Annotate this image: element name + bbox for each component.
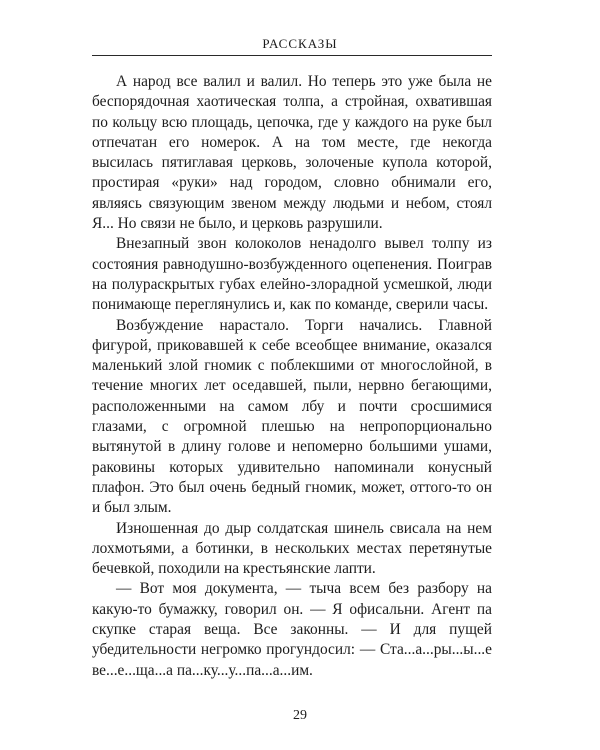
- page-number: 29: [293, 708, 307, 723]
- paragraph-3: Возбуждение нарастало. Торги начались. Главной фигурой, приковавшей к себе всеобщее внимание, оказался маленький злой гномик с поблекшими от многослойной, в течение многих лет оседавшей, пыли, нервно бегающими, расположенными на самом лбу и почти сросшимися глазами, с огромной плешью на непропорционально вытянутой в длину голове и непомерно большими ушами, раковины которых удивительно напоминали конусный плафон. Это был очень бедный гномик, может, оттого-то он и был злым.: [92, 316, 492, 517]
- running-head: РАССКАЗЫ: [262, 36, 338, 51]
- paragraph-2: Внезапный звон колоколов ненадолго вывел толпу из состояния равнодушно-возбужденного оцепенения. Поиграв на полураскрытых губах елейно-злорадной усмешкой, люди понимающе переглянулись и, как по команде, сверили часы.: [92, 235, 492, 314]
- paragraph-5: — Вот моя документа, — тыча всем без разбору на какую-то бумажку, говорил он. — Я офисальни. Агент па скупке старая веща. Все законны. — И для пущей убедительности негромко прогундосил: — Ста...а...ры...ы...е ве...е...ща...а па...ку...у...па...а...им.: [92, 580, 492, 679]
- header-rule: [92, 55, 492, 56]
- body-text: [92, 72, 492, 681]
- paragraph-4: Изношенная до дыр солдатская шинель свисала на нем лохмотьями, а ботинки, в нескольких местах перетянутые бечевкой, походили на крестьянские лапти.: [92, 519, 492, 578]
- paragraph-1: А народ все валил и валил. Но теперь это уже была не беспорядочная хаотическая толпа, а стройная, охватившая по кольцу всю площадь, цепочка, где у каждого на руке был отпечатан его номерок. А на том месте, где некогда высилась пятиглавая церковь, золоченые купола которой, простирая «руки» над городом, словно обнимали его, являясь связующим звеном между людьми и небом, стоял Я... Но связи не было, и церковь разрушили.: [92, 73, 492, 233]
